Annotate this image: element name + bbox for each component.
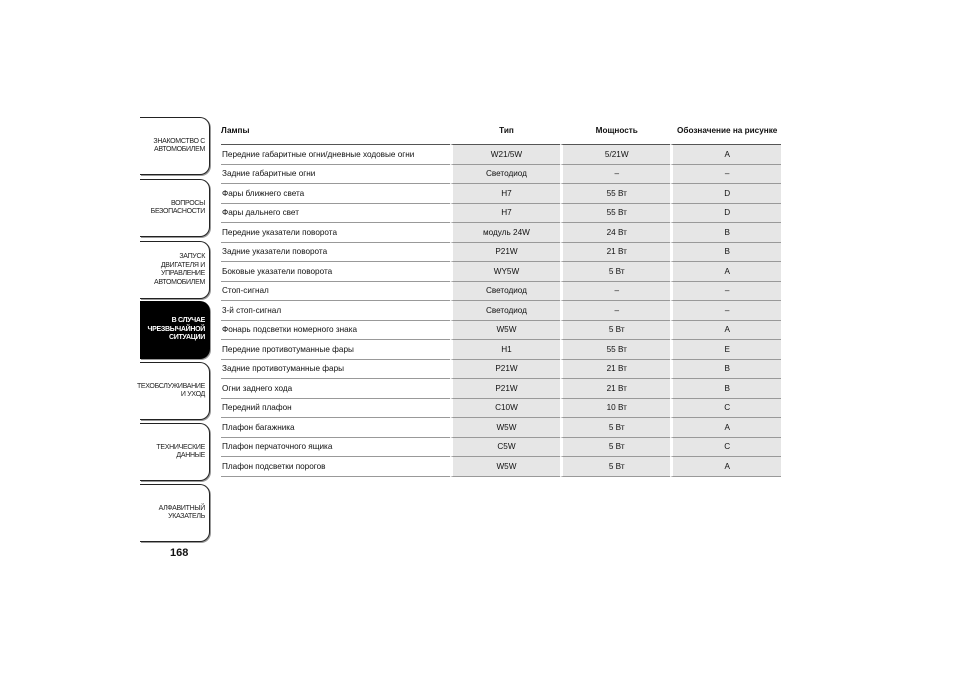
tab-index[interactable]: АЛФАВИТНЫЙ УКАЗАТЕЛЬ (140, 484, 210, 542)
cell-type: H1 (450, 340, 560, 360)
table-row (221, 340, 781, 360)
cell-designation: A (670, 418, 781, 438)
cell-type: Светодиод (450, 301, 560, 321)
table-row (221, 457, 781, 477)
cell-power: 21 Вт (560, 379, 670, 399)
cell-designation: A (670, 145, 781, 165)
cell-type: Светодиод (450, 282, 560, 302)
tab-starting-and-driving[interactable]: ЗАПУСК ДВИГАТЕЛЯ И УПРАВЛЕНИЕ АВТОМОБИЛЕМ (140, 241, 210, 299)
cell-lamp: Стоп-сигнал (221, 282, 450, 302)
table-row (221, 165, 781, 185)
table-row (221, 301, 781, 321)
page-number: 168 (170, 547, 189, 559)
table-row (221, 379, 781, 399)
cell-lamp: Фары ближнего света (221, 184, 450, 204)
cell-designation: B (670, 379, 781, 399)
cell-lamp: Плафон подсветки порогов (221, 457, 450, 477)
cell-designation: B (670, 243, 781, 263)
table-row (221, 321, 781, 341)
table-row (221, 262, 781, 282)
cell-type: W21/5W (450, 145, 560, 165)
table-row (221, 282, 781, 302)
cell-designation: A (670, 262, 781, 282)
header-lamps: Лампы (221, 117, 450, 145)
cell-designation: C (670, 399, 781, 419)
cell-designation: C (670, 438, 781, 458)
table-row (221, 360, 781, 380)
cell-designation: – (670, 165, 781, 185)
cell-lamp: Огни заднего хода (221, 379, 450, 399)
cell-power: 55 Вт (560, 184, 670, 204)
cell-type: P21W (450, 379, 560, 399)
cell-type: H7 (450, 204, 560, 224)
cell-power: – (560, 301, 670, 321)
cell-designation: B (670, 223, 781, 243)
cell-lamp: Передние указатели поворота (221, 223, 450, 243)
cell-power: – (560, 165, 670, 185)
header-type: Тип (450, 117, 560, 145)
cell-power: 21 Вт (560, 243, 670, 263)
cell-type: C10W (450, 399, 560, 419)
cell-lamp: Боковые указатели поворота (221, 262, 450, 282)
cell-type: W5W (450, 457, 560, 477)
cell-type: WY5W (450, 262, 560, 282)
cell-power: 10 Вт (560, 399, 670, 419)
cell-power: 5 Вт (560, 418, 670, 438)
bulbs-table (221, 117, 781, 477)
cell-type: C5W (450, 438, 560, 458)
table-row (221, 243, 781, 263)
table-header-row (221, 117, 781, 145)
cell-power: 21 Вт (560, 360, 670, 380)
cell-type: H7 (450, 184, 560, 204)
tab-emergency[interactable]: В СЛУЧАЕ ЧРЕЗВЫЧАЙНОЙ СИТУАЦИИ (140, 301, 210, 359)
tab-technical-data[interactable]: ТЕХНИЧЕСКИЕ ДАННЫЕ (140, 423, 210, 481)
cell-lamp: 3-й стоп-сигнал (221, 301, 450, 321)
header-designation: Обозначение на рисунке (670, 117, 781, 145)
cell-power: 55 Вт (560, 204, 670, 224)
cell-power: 5/21W (560, 145, 670, 165)
cell-designation: D (670, 184, 781, 204)
cell-type: Светодиод (450, 165, 560, 185)
cell-type: W5W (450, 418, 560, 438)
table-row (221, 145, 781, 165)
cell-designation: D (670, 204, 781, 224)
cell-designation: A (670, 321, 781, 341)
cell-lamp: Передний плафон (221, 399, 450, 419)
cell-power: 5 Вт (560, 262, 670, 282)
cell-power: 5 Вт (560, 438, 670, 458)
table-row (221, 184, 781, 204)
cell-lamp: Фары дальнего свет (221, 204, 450, 224)
cell-designation: B (670, 360, 781, 380)
cell-lamp: Плафон перчаточного ящика (221, 438, 450, 458)
table-row (221, 418, 781, 438)
cell-power: 5 Вт (560, 457, 670, 477)
cell-lamp: Передние противотуманные фары (221, 340, 450, 360)
table-row (221, 204, 781, 224)
cell-lamp: Плафон багажника (221, 418, 450, 438)
cell-lamp: Передние габаритные огни/дневные ходовые огни (221, 145, 450, 165)
table-row (221, 223, 781, 243)
cell-power: – (560, 282, 670, 302)
cell-lamp: Задние габаритные огни (221, 165, 450, 185)
cell-type: P21W (450, 243, 560, 263)
cell-designation: – (670, 301, 781, 321)
cell-lamp: Задние противотуманные фары (221, 360, 450, 380)
cell-power: 24 Вт (560, 223, 670, 243)
table-row (221, 399, 781, 419)
cell-type: W5W (450, 321, 560, 341)
cell-type: модуль 24W (450, 223, 560, 243)
cell-designation: A (670, 457, 781, 477)
cell-lamp: Задние указатели поворота (221, 243, 450, 263)
tab-safety[interactable]: ВОПРОСЫ БЕЗОПАСНОСТИ (140, 179, 210, 237)
table-row (221, 438, 781, 458)
cell-lamp: Фонарь подсветки номерного знака (221, 321, 450, 341)
cell-designation: E (670, 340, 781, 360)
cell-designation: – (670, 282, 781, 302)
cell-power: 55 Вт (560, 340, 670, 360)
header-power: Мощность (560, 117, 670, 145)
cell-type: P21W (450, 360, 560, 380)
tab-maintenance[interactable]: ТЕХОБСЛУЖИВАНИЕ И УХОД (140, 362, 210, 420)
cell-power: 5 Вт (560, 321, 670, 341)
tab-getting-to-know-car[interactable]: ЗНАКОМСТВО С АВТОМОБИЛЕМ (140, 117, 210, 175)
